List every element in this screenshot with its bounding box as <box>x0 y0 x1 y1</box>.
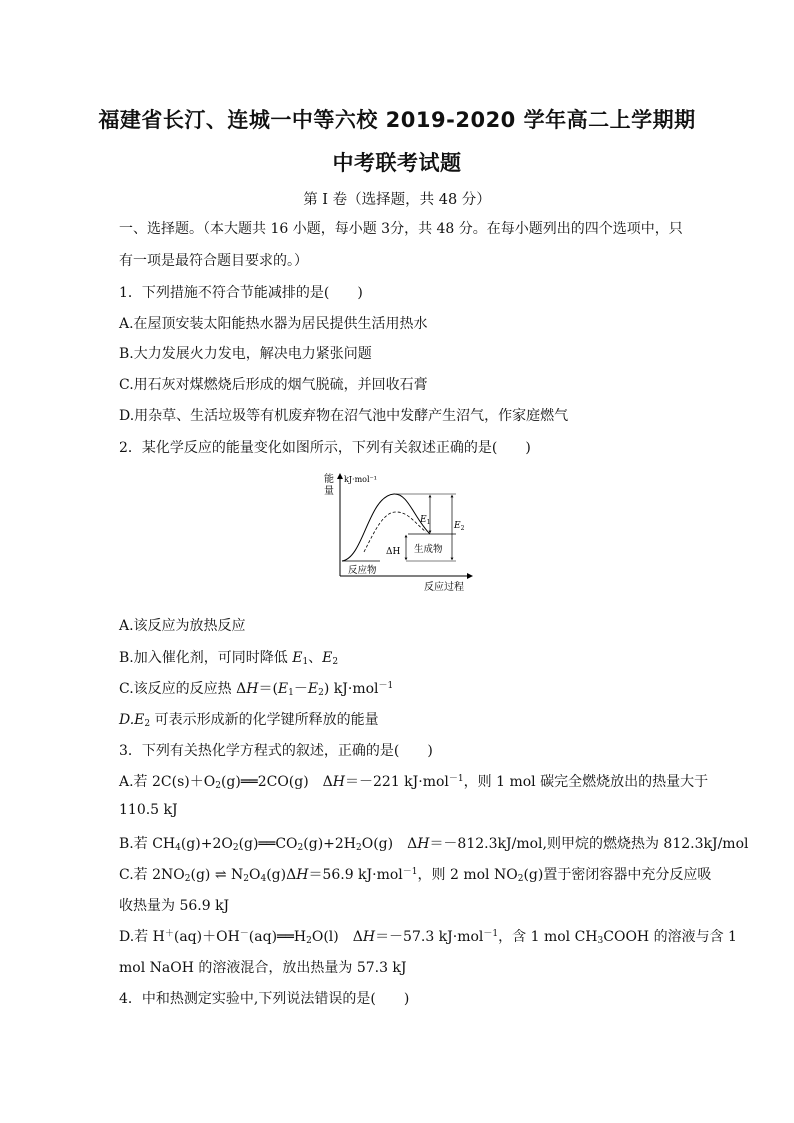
question-3-option-a-cont: 110.5 kJ <box>119 802 178 818</box>
question-3-option-c: C.若 $2NO_2(g)$ ⇌ $N_2O_4(g)\Delta H=56.9$ kJ·mol$^{-1}$，则 2 mol $NO_2(g)$置于密闭容器中充分反应吸 <box>119 867 712 884</box>
question-3-option-d-cont: mol NaOH 的溶液混合，放出热量为 57.3 kJ <box>119 960 407 976</box>
question-1-option-a: A.在屋顶安装太阳能热水器为居民提供生活用热水 <box>119 316 428 332</box>
dh-label: ΔH <box>386 547 401 557</box>
question-2-stem: 2．某化学反应的能量变化如图所示，下列有关叙述正确的是( ) <box>119 440 531 456</box>
question-1-option-d: D.用杂草、生活垃圾等有机废弃物在沼气池中发酵产生沼气，作家庭燃气 <box>119 408 569 424</box>
question-1-option-c: C.用石灰对煤燃烧后形成的烟气脱硫，并回收石膏 <box>119 377 428 393</box>
question-3-option-a: A.若 $2C(s)+O_2(g)══2CO(g)$ ΔH＝－221 kJ·mol$^{-1}$，则 1 mol 碳完全燃烧放出的热量大于 <box>119 774 709 791</box>
question-3-option-b: B.若 $CH_4(g)+2O_2(g)══CO_2(g)+2H_2O(g)$ ΔH＝－812.3kJ/mol,则甲烷的燃烧热为 812.3kJ/mol <box>119 836 749 853</box>
exam-title-line1: 福建省长汀、连城一中等六校 2019-2020 学年高二上学期期 <box>98 108 696 132</box>
question-2-option-c: C.该反应的反应热 $\Delta H=(E_1-E_2)$ kJ·mol$^{-1}$ <box>119 681 394 698</box>
question-3-option-d: D.若 $H^+(aq)+OH^-(aq)══H_2O(l)$ ΔH＝－57.3 kJ·mol$^{-1}$，含 1 mol $CH_3COOH$ 的溶液与含 1 <box>119 929 737 946</box>
question-4-stem: 4．中和热测定实验中,下列说法错误的是( ) <box>119 991 410 1007</box>
question-3-stem: 3．下列有关热化学方程式的叙述，正确的是( ) <box>119 743 433 759</box>
question-3-option-c-cont: 收热量为 56.9 kJ <box>119 898 230 914</box>
y-axis-label-2: 量 <box>324 486 334 497</box>
question-1-stem: 1．下列措施不符合节能减排的是( ) <box>119 285 363 301</box>
exam-title-line2: 中考联考试题 <box>332 151 462 175</box>
y-axis-label-1: 能 <box>324 474 334 485</box>
e1-label: $E_1$ <box>420 515 431 526</box>
y-axis-unit: kJ·mol⁻¹ <box>344 475 377 484</box>
x-axis-label: 反应过程 <box>424 582 464 593</box>
reactant-label: 反应物 <box>348 565 377 576</box>
question-2-option-a: A.该反应为放热反应 <box>119 618 246 634</box>
question-1-option-b: B.大力发展火力发电，解决电力紧张问题 <box>119 346 372 362</box>
section-instructions-2: 有一项是最符合题目要求的。） <box>119 253 308 269</box>
question-2-option-b: B.加入催化剂，可同时降低 $E_1$、$E_2$ <box>119 650 339 667</box>
product-label: 生成物 <box>414 544 443 555</box>
e2-label: $E_2$ <box>454 521 465 532</box>
section-instructions-1: 一、选择题。（本大题共 16 小题，每小题 3分，共 48 分。在每小题列出的四个选项中，只 <box>119 221 683 237</box>
volume-heading: 第 I 卷（选择题，共 48 分） <box>303 192 491 208</box>
question-2-option-d: $D.E_2$ 可表示形成新的化学键所释放的能量 <box>119 712 379 729</box>
energy-diagram <box>320 470 480 596</box>
